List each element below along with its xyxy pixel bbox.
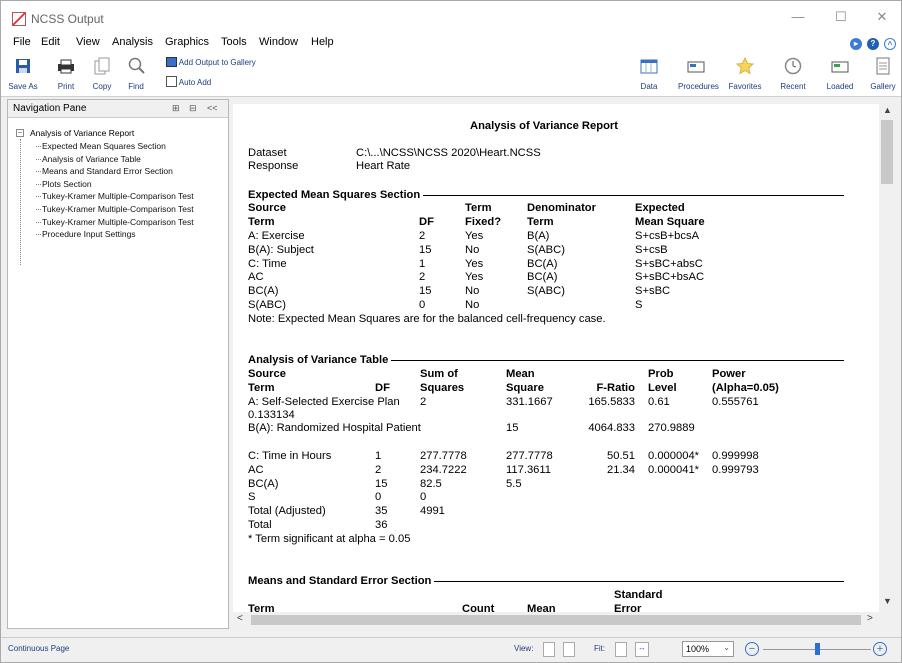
anova-header-power: Power (712, 368, 746, 380)
ems-cell: Yes (465, 257, 484, 270)
view-label: View: (514, 644, 534, 653)
menu-bar (1, 35, 901, 53)
nav-root-label: Analysis of Variance Report (30, 128, 135, 138)
anova-cell: AC (248, 463, 264, 476)
copy-button[interactable] (84, 57, 120, 91)
anova-footnote: * Term significant at alpha = 0.05 (248, 533, 411, 545)
ems-cell: B(A) (527, 230, 550, 242)
fit-page-icon[interactable] (615, 642, 627, 657)
ems-header-mean-square: Mean Square (635, 216, 705, 228)
maximize-button[interactable]: ☐ (835, 9, 847, 24)
anova-cell: S (248, 491, 256, 504)
zoom-select[interactable] (682, 641, 734, 657)
nav-item-means-standard-error[interactable]: Means and Standard Error Section (16, 166, 228, 179)
ems-cell: S+sBC+bsAC (635, 271, 705, 284)
ems-cell: S+sBC (635, 285, 671, 298)
anova-header-df: DF (375, 382, 390, 394)
ems-cell: 2 (419, 230, 426, 242)
ems-cell: S(ABC) (248, 299, 286, 311)
means-header-term: Term (248, 603, 275, 612)
ems-cell: S+sBC+absC (635, 257, 703, 270)
ems-cell: 15 (419, 285, 432, 298)
horizontal-scroll-thumb[interactable] (251, 615, 861, 625)
save-as-button[interactable] (5, 57, 41, 91)
ems-note: Note: Expected Mean Squares are for the balanced cell-frequency case. (248, 313, 606, 325)
add-output-button[interactable] (166, 57, 256, 71)
ems-cell: Yes (465, 271, 484, 284)
anova-header-prob: Prob (648, 368, 674, 380)
ems-section-title: Expected Mean Squares Section (248, 189, 423, 202)
anova-row-1-f-ratio: 165.5833 (588, 396, 635, 408)
anova-row-1-power: 0.555761 (712, 396, 759, 408)
print-label: Print (57, 82, 75, 91)
anova-row-2-mean-square: 15 (506, 422, 519, 434)
procedures-button[interactable] (678, 57, 719, 91)
save-as-label: Save As (8, 82, 38, 91)
menu-edit[interactable]: Edit (41, 36, 60, 48)
ems-header-fixed: Fixed? (465, 216, 502, 228)
ems-cell: Yes (465, 230, 484, 242)
single-page-view-icon[interactable] (543, 642, 555, 657)
ems-cell: B(A): Subject (248, 243, 314, 256)
anova-cell: 4991 (420, 505, 445, 518)
save-icon (14, 57, 32, 75)
ems-cell: S(ABC) (527, 285, 565, 298)
anova-cell: 2 (375, 463, 382, 476)
find-button[interactable] (118, 57, 154, 91)
menu-view[interactable]: View (76, 36, 100, 48)
ems-cell: A: Exercise (248, 230, 305, 242)
anova-cell: BC(A) (248, 477, 279, 490)
play-icon[interactable]: ▸ (850, 38, 862, 50)
ems-header-term-2: Term (248, 216, 275, 228)
scroll-right-icon[interactable]: > (867, 613, 873, 624)
menu-tools[interactable]: Tools (221, 36, 247, 48)
ems-cell: S+csB+bcsA (635, 230, 700, 242)
anova-row-1-term: A: Self-Selected Exercise Plan (248, 396, 400, 408)
anova-cell: 50.51 (607, 450, 635, 462)
scroll-left-icon[interactable]: < (237, 613, 243, 624)
dataset-value: C:\...\NCSS\NCSS 2020\Heart.NCSS (356, 147, 541, 159)
ems-cell: 0 (419, 299, 426, 311)
auto-add-label: Auto Add (178, 78, 212, 87)
anova-section-title: Analysis of Variance Table (248, 354, 391, 367)
menu-file[interactable]: File (13, 36, 31, 48)
procedures-icon (687, 57, 705, 75)
nav-item-input-settings[interactable]: Procedure Input Settings (16, 229, 228, 242)
ems-header-term-3: Term (527, 216, 554, 228)
hide-pane-icon[interactable]: << (207, 103, 218, 113)
anova-cell: Total (248, 519, 272, 531)
gallery-button[interactable] (865, 57, 901, 91)
report-title: Analysis of Variance Report (470, 120, 618, 132)
data-label: Data (640, 82, 658, 91)
ems-header-df: DF (419, 216, 434, 228)
menu-analysis[interactable]: Analysis (112, 36, 153, 48)
ems-header-source: Source (248, 202, 286, 214)
dataset-label: Dataset (248, 147, 287, 159)
anova-row-2-f-ratio: 4064.833 (588, 422, 635, 434)
auto-add-checkbox[interactable] (166, 76, 211, 90)
ems-header-expected: Expected (635, 202, 685, 214)
nav-item-tukey-2[interactable]: Tukey-Kramer Multiple-Comparison Test (16, 204, 228, 217)
zoom-out-button[interactable]: − (745, 642, 759, 656)
zoom-slider-thumb[interactable] (815, 643, 820, 655)
print-icon (57, 57, 75, 75)
fit-label: Fit: (594, 644, 606, 653)
anova-cell: 0.999793 (712, 463, 759, 476)
ems-cell: S(ABC) (527, 243, 565, 256)
ems-header-denominator: Denominator (527, 202, 596, 214)
anova-cell: 35 (375, 505, 388, 518)
anova-cell: Total (Adjusted) (248, 505, 326, 518)
anova-cell: 234.7222 (420, 463, 467, 476)
anova-cell: 15 (375, 477, 388, 490)
nav-item-tukey-1[interactable]: Tukey-Kramer Multiple-Comparison Test (16, 191, 228, 204)
star-icon (736, 57, 754, 75)
anova-cell: 117.3611 (506, 463, 551, 476)
response-value: Heart Rate (356, 160, 411, 172)
copy-icon (93, 57, 111, 75)
nav-item-anova-table[interactable]: Analysis of Variance Table (16, 154, 228, 167)
title-bar (1, 1, 901, 35)
fit-width-icon[interactable]: ↔ (635, 642, 649, 657)
ems-cell: BC(A) (248, 285, 279, 298)
anova-row-1-mean-square: 331.1667 (506, 396, 553, 408)
scroll-up-icon[interactable]: ▲ (883, 105, 892, 115)
ems-cell: S (635, 299, 643, 311)
loaded-button[interactable] (822, 57, 858, 91)
anova-cell: 82.5 (420, 477, 442, 490)
nav-item-plots[interactable]: Plots Section (16, 179, 228, 192)
navigation-tree (8, 118, 228, 242)
nav-item-report[interactable] (16, 128, 228, 141)
status-bar (1, 637, 901, 663)
nav-item-expected-mean-squares[interactable]: Expected Mean Squares Section (16, 141, 228, 154)
ems-cell: No (465, 243, 480, 256)
chevron-down-icon: ⌄ (723, 643, 730, 652)
report-document (233, 104, 879, 612)
means-header-count: Count (462, 603, 495, 612)
continuous-view-icon[interactable] (563, 642, 575, 657)
view-mode-label: Continuous Page (8, 644, 70, 653)
anova-row-2-prob: 270.9889 (648, 422, 695, 434)
anova-header-sum-of: Sum of (420, 368, 458, 380)
vertical-scrollbar[interactable] (879, 104, 895, 612)
anova-cell: 0.000041* (648, 463, 700, 476)
collapse-all-icon[interactable]: ⊟ (189, 103, 197, 113)
navigation-pane (7, 99, 229, 629)
means-header-error: Error (614, 603, 642, 612)
ems-cell: 2 (419, 271, 426, 284)
checkbox-box (166, 76, 177, 87)
clock-icon (784, 57, 802, 75)
anova-header-squares: Squares (420, 382, 465, 394)
anova-header-square: Square (506, 382, 544, 394)
recent-label: Recent (780, 82, 806, 91)
ems-cell: 15 (419, 243, 432, 256)
ems-cell: S+csB (635, 243, 668, 256)
response-label: Response (248, 160, 299, 172)
ems-cell: BC(A) (527, 271, 558, 284)
anova-header-source: Source (248, 368, 286, 380)
ems-cell: 1 (419, 257, 426, 270)
collapse-ribbon-icon[interactable]: ^ (884, 38, 896, 50)
loaded-label: Loaded (826, 82, 854, 91)
copy-label: Copy (92, 82, 112, 91)
anova-cell: 21.34 (607, 463, 635, 476)
anova-cell: 36 (375, 519, 388, 531)
find-label: Find (128, 82, 144, 91)
anova-cell: C: Time in Hours (248, 450, 332, 462)
favorites-label: Favorites (728, 82, 762, 91)
means-section-title: Means and Standard Error Section (248, 575, 434, 588)
anova-row-1-df: 2 (420, 396, 427, 408)
navigation-pane-header (8, 100, 228, 118)
anova-row-1-prob: 0.61 (648, 396, 670, 408)
anova-cell: 0.999998 (712, 450, 759, 462)
gallery-label: Gallery (870, 82, 896, 91)
loaded-icon (831, 57, 849, 75)
zoom-value: 100% (686, 644, 710, 654)
window-title: NCSS Output (31, 12, 104, 26)
add-output-icon (166, 57, 177, 67)
anova-row-1-wrap: 0.133134 (248, 409, 295, 421)
help-icon[interactable]: ? (867, 38, 879, 50)
menu-window[interactable]: Window (259, 36, 299, 48)
print-button[interactable] (48, 57, 84, 91)
toolbar (1, 53, 901, 97)
anova-header-level: Level (648, 382, 677, 394)
anova-cell: 277.7778 (420, 450, 467, 462)
search-icon (127, 57, 145, 75)
close-button[interactable]: ✕ (876, 9, 888, 24)
anova-header-alpha: (Alpha=0.05) (712, 382, 779, 394)
menu-help[interactable]: Help (311, 36, 334, 48)
means-header-mean: Mean (527, 603, 556, 612)
app-icon (12, 12, 26, 26)
anova-header-f-ratio: F-Ratio (596, 382, 635, 394)
collapse-icon[interactable]: − (17, 128, 23, 137)
ems-cell: No (465, 299, 480, 311)
ems-cell: AC (248, 271, 264, 284)
minimize-button[interactable]: — (791, 9, 805, 24)
means-header-standard: Standard (614, 589, 663, 601)
anova-cell: 277.7778 (506, 450, 553, 462)
ems-header-term: Term (465, 202, 492, 214)
recent-button[interactable] (775, 57, 811, 91)
expand-all-icon[interactable]: ⊞ (172, 103, 180, 113)
vertical-scroll-thumb[interactable] (881, 120, 893, 184)
anova-row-2-term: B(A): Randomized Hospital Patient (248, 422, 421, 434)
nav-item-tukey-3[interactable]: Tukey-Kramer Multiple-Comparison Test (16, 217, 228, 230)
anova-cell: 1 (375, 450, 382, 462)
anova-cell: 5.5 (506, 477, 522, 490)
anova-header-mean: Mean (506, 368, 535, 380)
anova-header-term: Term (248, 382, 275, 394)
gallery-icon (874, 57, 892, 75)
ems-cell: BC(A) (527, 257, 558, 270)
procedures-label: Procedures (678, 82, 719, 91)
horizontal-scrollbar[interactable] (233, 612, 879, 628)
ems-cell: No (465, 285, 480, 298)
menu-graphics[interactable]: Graphics (165, 36, 210, 48)
add-output-label: Add Output to Gallery (178, 58, 256, 67)
zoom-in-button[interactable]: + (873, 642, 887, 656)
favorites-button[interactable] (727, 57, 763, 91)
scroll-down-icon[interactable]: ▼ (883, 596, 892, 606)
navigation-pane-title: Navigation Pane (13, 103, 87, 114)
anova-cell: 0.000004* (648, 450, 700, 462)
data-grid-icon (640, 57, 658, 75)
ems-cell: C: Time (248, 257, 287, 270)
data-button[interactable] (631, 57, 667, 91)
anova-cell: 0 (420, 491, 427, 504)
anova-cell: 0 (375, 491, 382, 504)
